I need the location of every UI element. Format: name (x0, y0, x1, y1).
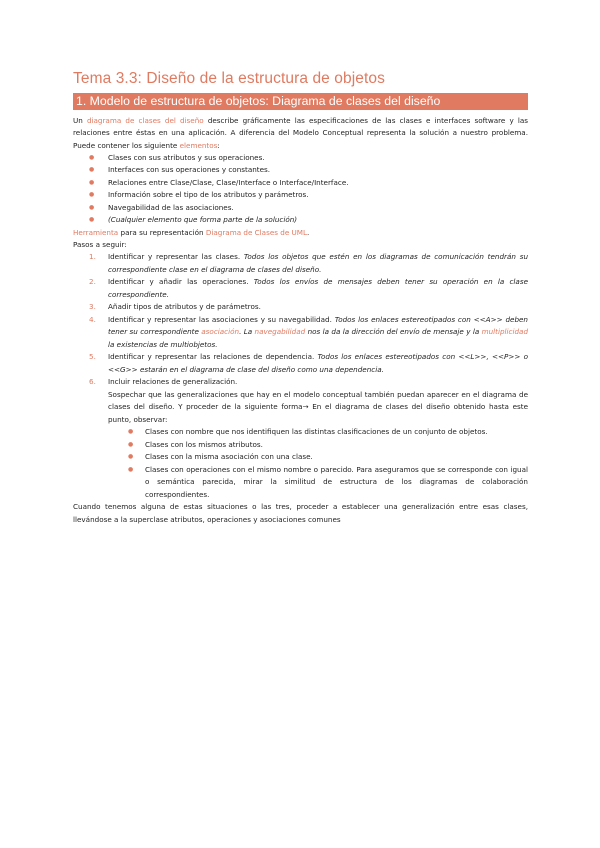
list-item: ● Clases con sus atributos y sus operaciones. (89, 152, 528, 165)
step-item: 2. Identificar y añadir las operaciones. Todos los envíos de mensajes deben tener su operación en la clase correspondiente. (89, 277, 529, 299)
term-elementos: elementos (179, 140, 218, 150)
step-item: 3. Añadir tipos de atributos y de parámetros. (89, 302, 261, 312)
document-page (73, 70, 528, 526)
term-asociacion: asociación (201, 327, 240, 337)
list-item: ● Clases con operaciones con el mismo nombre o parecido. Para aseguramos que se corresponde con igual o semántica parecida, mirar la similitud de estructura de los diagramas de colaboración correspondientes. (128, 464, 528, 502)
list-item: ● Clases con la misma asociación con una clase. (128, 451, 528, 464)
list-item: ● Clases con nombre que nos identifiquen las distintas clasificaciones de un conjunto de objetos. (128, 426, 528, 439)
term-multiplicidad: multiplicidad (481, 327, 529, 337)
term-navegabilidad: navegabilidad (254, 327, 306, 337)
steps-label: Pasos a seguir: (73, 240, 127, 250)
tool-paragraph: Herramienta para su representación Diagrama de Clases de UML. (73, 227, 310, 237)
term-uml: Diagrama de Clases de UML (205, 227, 308, 237)
step-item: 6. Incluir relaciones de generalización. Sospechar que las generalizaciones que hay en el modelo conceptual también puedan aparecer en el diagrama de clases del diseño. Y proceder de la siguiente forma→ En el diagrama de clases del diseño obtenido hasta este punto, observar: ● Clases con nombre que nos identifiquen las distintas clasificaciones de un conjunto de objetos. ● Clases con los mismos atributos. ● Clases con la misma asociación con una clase. ● Clases con operaciones con el mismo nombre o parecido. Para aseguramos que se corresponde con igual o semántica parecida, mirar la similitud de estructura de los diagramas de colaboración correspondientes. (89, 376, 528, 501)
page-title: Tema 3.3: Diseño de la estructura de objetos (73, 70, 385, 87)
step-6-detail: Sospechar que las generalizaciones que hay en el modelo conceptual también puedan aparecer en el diagrama de clases del diseño. Y proceder de la siguiente forma→ En el diagrama de clases del diseño obtenido hasta este punto, observar: (108, 389, 528, 424)
term-herramienta: Herramienta (73, 227, 119, 237)
step-item: 4. Identificar y representar las asociaciones y su navegabilidad. Todos los enlaces estereotipados con <<A>> deben tener su correspondiente asociación. La navegabilidad nos la da la dirección del envío de mensaje y la multiplicidad la existencias de multiobjetos. (89, 314, 529, 349)
list-item: ● Clases con los mismos atributos. (128, 439, 528, 452)
list-item: ● Interfaces con sus operaciones y constantes. (89, 164, 528, 177)
list-item: ● Navegabilidad de las asociaciones. (89, 202, 528, 215)
generalization-checks-list (108, 426, 528, 501)
closing-paragraph: Cuando tenemos alguna de estas situaciones o las tres, proceder a establecer una generalización entre esas clases, llevándose a la superclase atributos, operaciones y asociaciones comunes (73, 502, 528, 524)
elements-list (73, 152, 528, 227)
list-item: ● Información sobre el tipo de los atributos y parámetros. (89, 189, 528, 202)
section-heading: 1. Modelo de estructura de objetos: Diagrama de clases del diseño (73, 93, 528, 110)
step-item: 1. Identificar y representar las clases. Todos los objetos que estén en los diagramas de comunicación tendrán su correspondiente clase en el diagrama de clases del diseño. (89, 252, 528, 274)
step-item: 5. Identificar y representar las relaciones de dependencia. Todos los enlaces estereotipados con <<L>>, <<P>> o <<G>> estarán en el diagrama de clase del diseño como una dependencia. (89, 352, 528, 374)
steps-list (73, 251, 528, 501)
list-item: ● Relaciones entre Clase/Clase, Clase/Interface o Interface/Interface. (89, 177, 528, 190)
intro-paragraph: Un diagrama de clases del diseño describe gráficamente las especificaciones de las clases e interfaces software y las relaciones entre éstas en una aplicación. A diferencia del Modelo Conceptual representa la solución a nuestro problema. Puede contener los siguiente elementos: (73, 116, 528, 150)
list-item: ● (Cualquier elemento que forma parte de la solución) (89, 214, 528, 227)
term-diagrama-clases: diagrama de clases del diseño (86, 116, 204, 125)
